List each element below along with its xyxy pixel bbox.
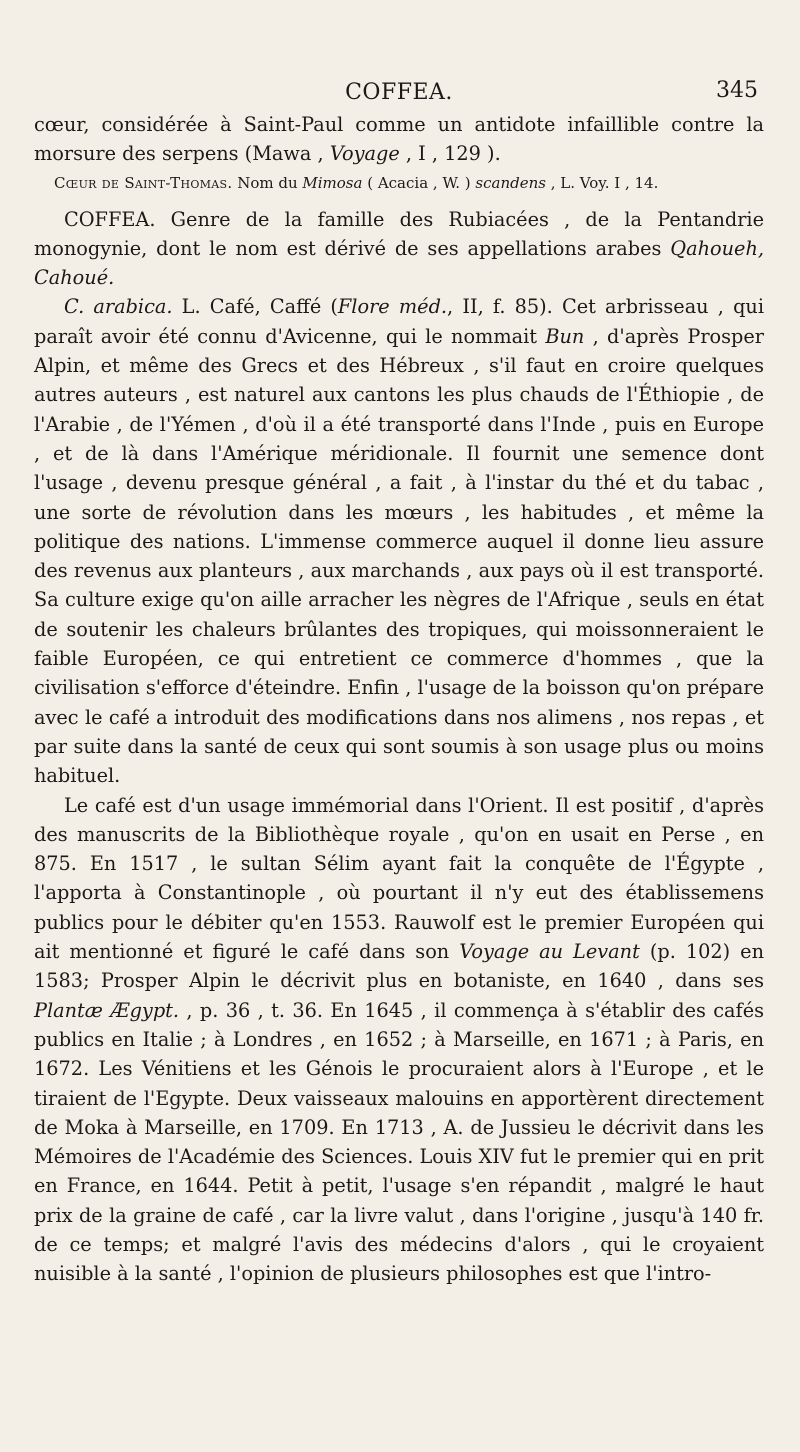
- body-text: [34, 110, 764, 1289]
- arabica-text-1: L. Café, Caffé (: [172, 295, 338, 319]
- arabica-text-3: , d'après Prosper Alpin, et même des Grecs et des Hébreux , s'il faut en croire quelques autres auteurs , est naturel aux cantons les plus chauds de l'Éthiopie , de l'Arabie , de l'Yémen , d'où il a été transporté dans l'Inde , puis en Europe , et de là dans l'Amérique méridionale. Il fournit une semence dont l'usage , devenu presque général , a fait , à l'instar du thé et du tabac , une sorte de révolution dans les mœurs , les habitudes , et même la politique des nations. L'immense commerce auquel il donne lieu assure des revenus aux planteurs , aux marchands , aux pays où il est transporté. Sa culture exige qu'on aille arracher les nègres de l'Afrique , seuls en état de soutenir les chaleurs brûlantes des tropiques, qui moissonneraient le faible Européen, ce qui entretient ce commerce d'hommes , que la civilisation s'efforce d'éteindre. Enfin , l'usage de la boisson qu'on prépare avec le café a introduit des modifications dans nos alimens , nos repas , et par suite dans la santé de ceux qui sont soumis à son usage plus ou moins habituel.: [34, 324, 765, 788]
- page-header: [34, 72, 764, 108]
- coeur-entry: [34, 169, 764, 197]
- coeur-entry-heading: Cœur de Saint-Thomas.: [54, 173, 233, 192]
- intro-italic-voyage: Voyage: [329, 142, 400, 166]
- history-paragraph: [34, 791, 764, 1289]
- coeur-entry-italic-scandens: scandens: [475, 173, 546, 192]
- page-number: 345: [716, 78, 758, 103]
- arabica-italic-name: C. arabica.: [64, 295, 173, 319]
- history-text-3: , p. 36 , t. 36. En 1645 , il commença à s'établir des cafés publics en Italie ; à Londres , en 1652 ; à Marseille, en 1671 ; à Paris, en 1672. Les Vénitiens et les Génois le procuraient alors à l'Europe , et le tiraient de l'Egypte. Deux vaisseaux malouins en apportèrent directement de Moka à Marseille, en 1709. En 1713 , A. de Jussieu le décrivit dans les Mémoires de l'Académie des Sciences. Louis XIV fut le premier qui en prit en France, en 1644. Petit à petit, l'usage s'en répandit , malgré le haut prix de la graine de café , car la livre valut , dans l'origine , jusqu'à 140 fr. de ce temps; et malgré l'avis des médecins d'alors , qui le croyaient nuisible à la santé , l'opinion de plusieurs philosophes est que l'intro-: [34, 998, 764, 1286]
- coeur-entry-italic-mimosa: Mimosa: [302, 173, 363, 192]
- arabica-italic-bun: Bun: [545, 324, 585, 348]
- arabica-paragraph: [34, 292, 764, 790]
- arabica-italic-flore: Flore méd.: [337, 295, 448, 319]
- running-head: COFFEA.: [345, 80, 453, 105]
- coffea-text-1: COFFEA. Genre de la famille des Rubiacées , de la Pentandrie monogynie, dont le nom est dérivé de ses appellations arabes: [34, 207, 764, 260]
- intro-text-1: cœur, considérée à Saint-Paul comme un antidote infaillible contre la morsure des serpens (Mawa ,: [34, 113, 764, 166]
- intro-paragraph: [34, 110, 764, 169]
- coffea-paragraph: [34, 205, 764, 293]
- coeur-entry-text-2: ( Acacia , W. ): [362, 173, 476, 192]
- history-text-1: Le café est d'un usage immémorial dans l'Orient. Il est positif , d'après des manuscrits de la Bibliothèque royale , qu'on en usait en Perse , en 875. En 1517 , le sultan Sélim ayant fait la conquête de l'Égypte , l'apporta à Constantinople , où pourtant il n'y eut des établissemens publics pour le débiter qu'en 1553. Rauwolf est le premier Européen qui ait mentionné et figuré le café dans son: [34, 793, 764, 964]
- coeur-entry-text-3: , L. Voy. I , 14.: [545, 173, 659, 192]
- history-italic-voyage: Voyage au Levant: [459, 940, 640, 964]
- arabica-text-2: , II, f. 85). Cet arbrisseau , qui paraît avoir été connu d'Avicenne, qui le nommait: [34, 295, 764, 348]
- intro-text-2: , I , 129 ).: [399, 142, 501, 166]
- spacer: [34, 197, 764, 205]
- coffea-italic-names: Qahoueh, Cahoué.: [34, 236, 764, 290]
- history-italic-plantae: Plantæ Ægypt.: [34, 998, 180, 1022]
- coeur-entry-text-1: Nom du: [232, 173, 303, 192]
- history-text-2: (p. 102) en 1583; Prosper Alpin le décrivit plus en botaniste, en 1640 , dans ses: [34, 940, 764, 993]
